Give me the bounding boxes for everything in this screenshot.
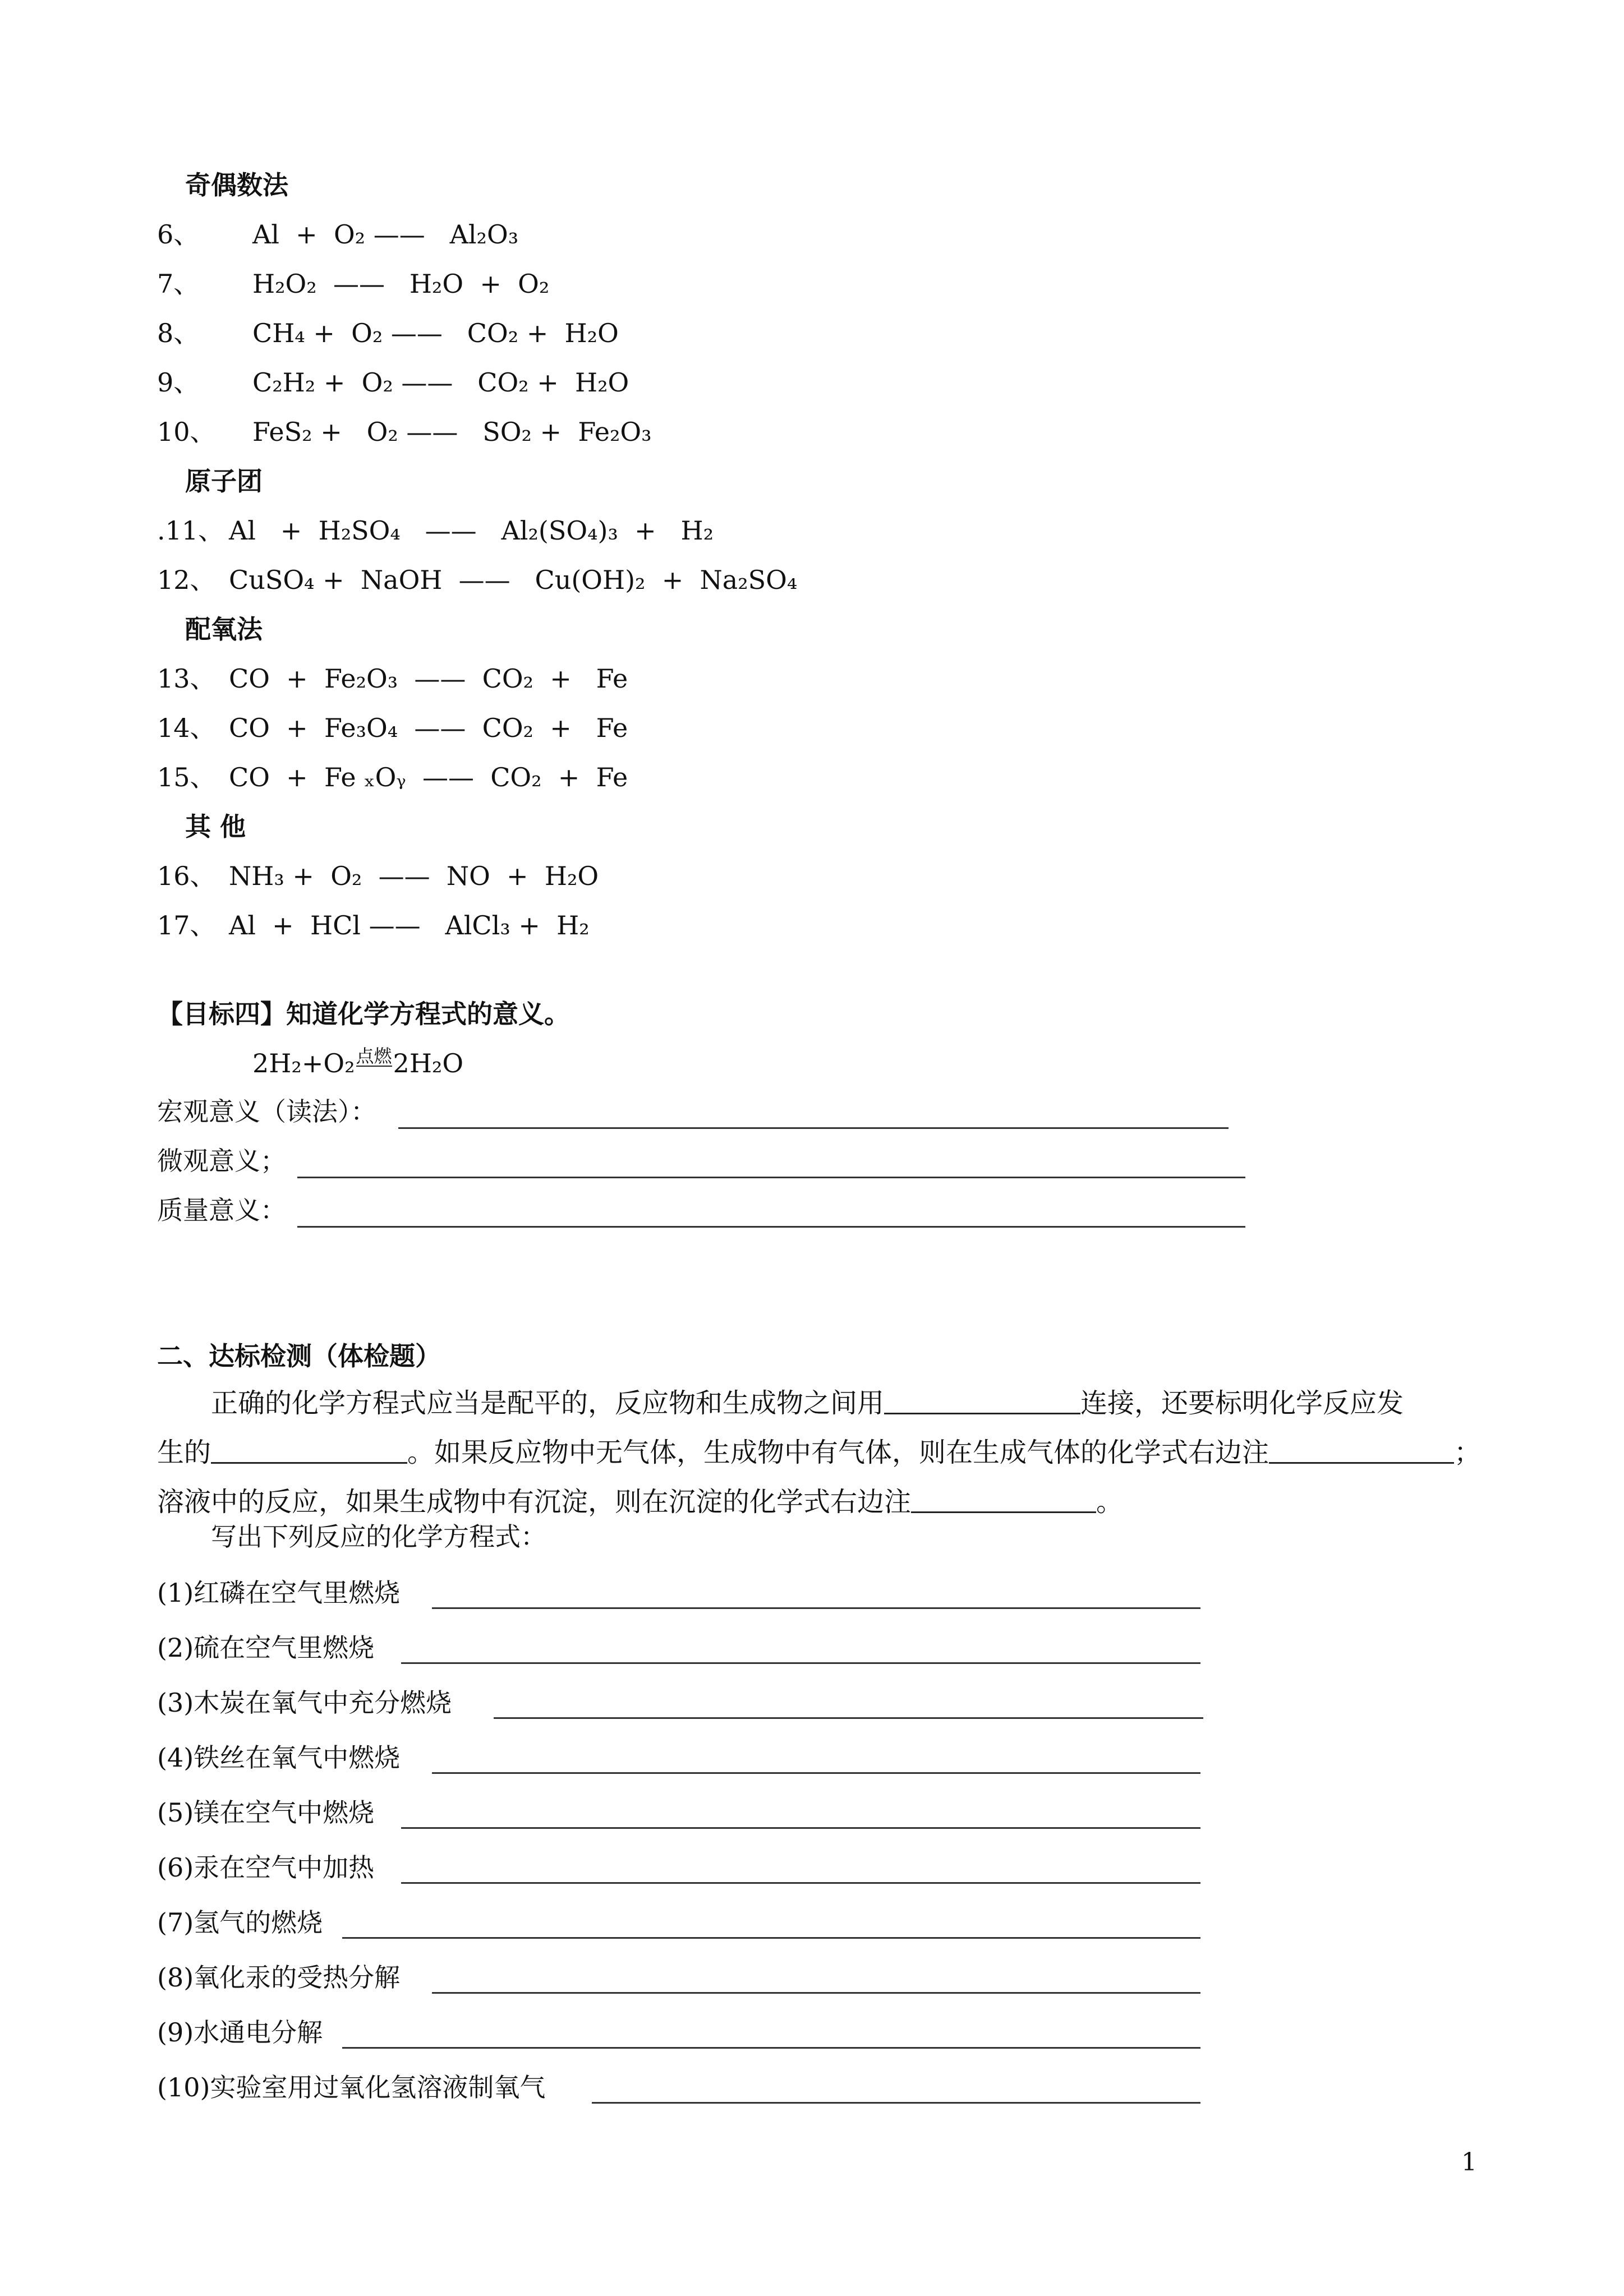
- mass-meaning-label: 质量意义：: [157, 1195, 286, 1225]
- paragraph-text: 溶液中的反应，如果生成物中有沉淀，则在沉淀的化学式右边注: [157, 1486, 912, 1518]
- equation-row: [157, 909, 590, 942]
- mass-meaning-blank[interactable]: [297, 1226, 1245, 1228]
- equation-text: CH₄ + O₂ —— CO₂ + H₂O: [252, 318, 619, 348]
- reaction-answer-blank[interactable]: [432, 1772, 1200, 1774]
- gas-mark-blank[interactable]: [1269, 1436, 1454, 1464]
- paragraph-line: [157, 1378, 1543, 1428]
- equation-text: C₂H₂ + O₂ —— CO₂ + H₂O: [252, 367, 629, 398]
- equation-row: [157, 711, 628, 745]
- condition-blank[interactable]: [211, 1436, 407, 1464]
- equation-number: 14、: [157, 713, 216, 743]
- equation-row: [157, 760, 628, 794]
- micro-meaning-label: 微观意义；: [157, 1146, 286, 1176]
- equation-number: 17、: [157, 910, 216, 940]
- reaction-item-label: (1)红磷在空气里燃烧: [157, 1578, 401, 1608]
- equation-number: 7、: [157, 269, 200, 299]
- equation-text: CO + Fe₃O₄ —— CO₂ + Fe: [229, 713, 628, 743]
- precipitate-mark-blank[interactable]: [911, 1486, 1096, 1513]
- goal4-title: 【目标四】知道化学方程式的意义。: [157, 999, 570, 1029]
- paragraph-text: 正确的化学方程式应当是配平的，反应物和生成物之间用: [211, 1387, 885, 1419]
- equation-number: 12、: [157, 565, 216, 595]
- paragraph-line: [157, 1477, 1543, 1527]
- paragraph-text: 。如果反应物中无气体，生成物中有气体，则在生成气体的化学式右边注: [407, 1437, 1269, 1468]
- reaction-item-label: (8)氧化汞的受热分解: [157, 1962, 401, 1993]
- equation-number: 15、: [157, 762, 216, 792]
- equation-text: FeS₂ + O₂ —— SO₂ + Fe₂O₃: [252, 417, 652, 447]
- combustion-equation: [252, 1046, 463, 1080]
- connector-blank[interactable]: [884, 1387, 1080, 1414]
- instruction-text: 写出下列反应的化学方程式：: [211, 1522, 546, 1552]
- equation-row: [157, 366, 629, 399]
- paragraph-text: 生的: [157, 1437, 211, 1468]
- equation-row: [157, 316, 619, 350]
- macro-meaning-label: 宏观意义（读法）：: [157, 1096, 376, 1127]
- reaction-item-label: (4)铁丝在氧气中燃烧: [157, 1742, 401, 1773]
- page-number: 1: [1461, 2148, 1477, 2177]
- equation-text: CO + Fe ₓOᵧ —— CO₂ + Fe: [229, 762, 628, 792]
- reaction-item-label: (7)氢气的燃烧: [157, 1907, 323, 1938]
- equation-number: 10、: [157, 417, 216, 447]
- equation-text: CO + Fe₂O₃ —— CO₂ + Fe: [229, 663, 628, 694]
- reaction-item-label: (6)汞在空气中加热: [157, 1852, 375, 1883]
- equation-right: 2H₂O: [393, 1048, 464, 1078]
- reaction-item-label: (9)水通电分解: [157, 2017, 323, 2048]
- reaction-item-label: (2)硫在空气里燃烧: [157, 1633, 375, 1663]
- condition-label: 点燃: [356, 1045, 392, 1067]
- section-other: 其 他: [185, 812, 246, 842]
- macro-meaning-blank[interactable]: [398, 1127, 1229, 1129]
- reaction-answer-blank[interactable]: [342, 1937, 1200, 1939]
- equation-number: 8、: [157, 318, 200, 348]
- reaction-answer-blank[interactable]: [401, 1882, 1200, 1884]
- equation-row: [157, 563, 797, 597]
- micro-meaning-blank[interactable]: [297, 1177, 1245, 1178]
- reaction-item-label: (10)实验室用过氧化氢溶液制氧气: [157, 2072, 546, 2103]
- equation-number: 6、: [157, 219, 200, 250]
- reaction-answer-blank[interactable]: [401, 1662, 1200, 1664]
- reaction-answer-blank[interactable]: [432, 1607, 1200, 1609]
- equation-text: H₂O₂ —— H₂O + O₂: [252, 269, 550, 299]
- equation-text: Al + HCl —— AlCl₃ + H₂: [229, 910, 590, 940]
- paragraph-line: [157, 1428, 1543, 1477]
- equation-row: [157, 218, 518, 251]
- equation-text: Al + H₂SO₄ —— Al₂(SO₄)₃ + H₂: [229, 515, 714, 546]
- section-oxygen: 配氧法: [185, 614, 263, 644]
- section-odd-even: 奇偶数法: [185, 170, 288, 200]
- equation-left: 2H₂+O₂: [252, 1048, 355, 1078]
- equation-text: Al + O₂ —— Al₂O₃: [252, 219, 519, 250]
- paragraph-text: ；: [1454, 1437, 1482, 1468]
- reaction-answer-blank[interactable]: [342, 2047, 1200, 2049]
- reaction-answer-blank[interactable]: [592, 2102, 1200, 2104]
- equation-row: [157, 859, 599, 893]
- reaction-item-label: (5)镁在空气中燃烧: [157, 1797, 375, 1828]
- equation-row: [157, 267, 549, 301]
- equation-row: [157, 662, 628, 695]
- reaction-answer-blank[interactable]: [401, 1827, 1200, 1829]
- section-atomic-group: 原子团: [185, 466, 263, 496]
- reaction-answer-blank[interactable]: [494, 1717, 1203, 1719]
- equation-row: [157, 514, 714, 547]
- paragraph-text: 。: [1096, 1486, 1124, 1518]
- equation-number: 16、: [157, 861, 216, 891]
- test-section-title: 二、达标检测（体检题）: [157, 1341, 441, 1371]
- reaction-item-label: (3)木炭在氧气中充分燃烧: [157, 1688, 452, 1718]
- equation-text: CuSO₄ + NaOH —— Cu(OH)₂ + Na₂SO₄: [229, 565, 798, 595]
- equation-number: 9、: [157, 367, 200, 398]
- paragraph-text: 连接，还要标明化学反应发: [1080, 1387, 1404, 1419]
- equation-number: .11、: [157, 515, 224, 546]
- reaction-answer-blank[interactable]: [432, 1992, 1200, 1994]
- equation-number: 13、: [157, 663, 216, 694]
- equation-text: NH₃ + O₂ —— NO + H₂O: [229, 861, 599, 891]
- fill-in-paragraph: [157, 1378, 1543, 1527]
- equation-row: [157, 415, 652, 449]
